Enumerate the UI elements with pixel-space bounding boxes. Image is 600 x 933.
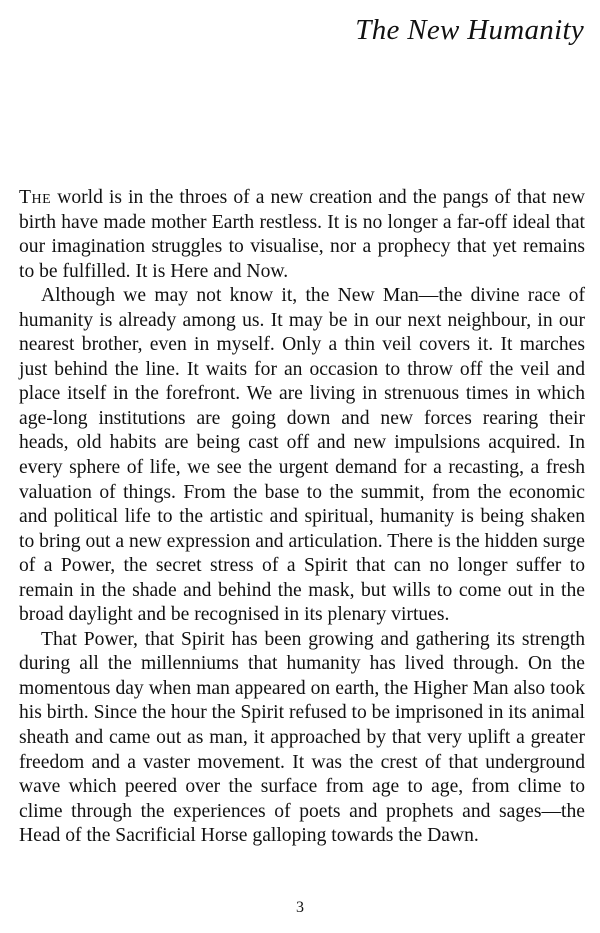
paragraph-1 xyxy=(19,186,585,284)
page-number: 3 xyxy=(296,899,304,916)
paragraph-1-text: world is in the throes of a new creation and the pangs of that new birth have made mother Earth restless. It is no longer a far-off ideal that our imagination struggles to visualise, nor a prophecy that yet remains to be fulfilled. It is Here and Now. xyxy=(19,187,585,282)
chapter-title: The New Humanity xyxy=(355,14,584,46)
body-text xyxy=(19,186,585,849)
paragraph-1-lead-word: The xyxy=(19,187,52,208)
paragraph-3: That Power, that Spirit has been growing and gathering its strength during all the millenniums that humanity has lived through. On the momentous day when man appeared on earth, the Higher Man also took his birth. Since the hour the Spirit refused to be imprisoned in its animal sheath and came out as man, it approached by that very uplift a greater freedom and a vaster movement. It was the crest of that underground wave which peered over the surface from age to age, from clime to clime through the experiences of poets and prophets and sages—the Head of the Sacrificial Horse galloping towards the Dawn. xyxy=(19,628,585,847)
paragraph-2: Although we may not know it, the New Man—the divine race of humanity is already among us. It may be in our next neighbour, in our nearest brother, even in myself. Only a thin veil covers it. It marches just behind the line. It waits for an occasion to throw off the veil and place itself in the forefront. We are living in strenuous times in which age-long institutions are going down and new forces rearing their heads, old habits are being cast off and new impulsions acquired. In every sphere of life, we see the urgent demand for a recasting, a fresh valuation of things. From the base to the summit, from the economic and political life to the artistic and spiritual, humanity is being shaken to bring out a new expression and articulation. There is the hidden surge of a Power, the secret stress of a Spirit that can no longer suffer to remain in the shade and behind the mask, but wills to come out in the broad daylight and be recognised in its plenary virtues. xyxy=(19,285,585,626)
